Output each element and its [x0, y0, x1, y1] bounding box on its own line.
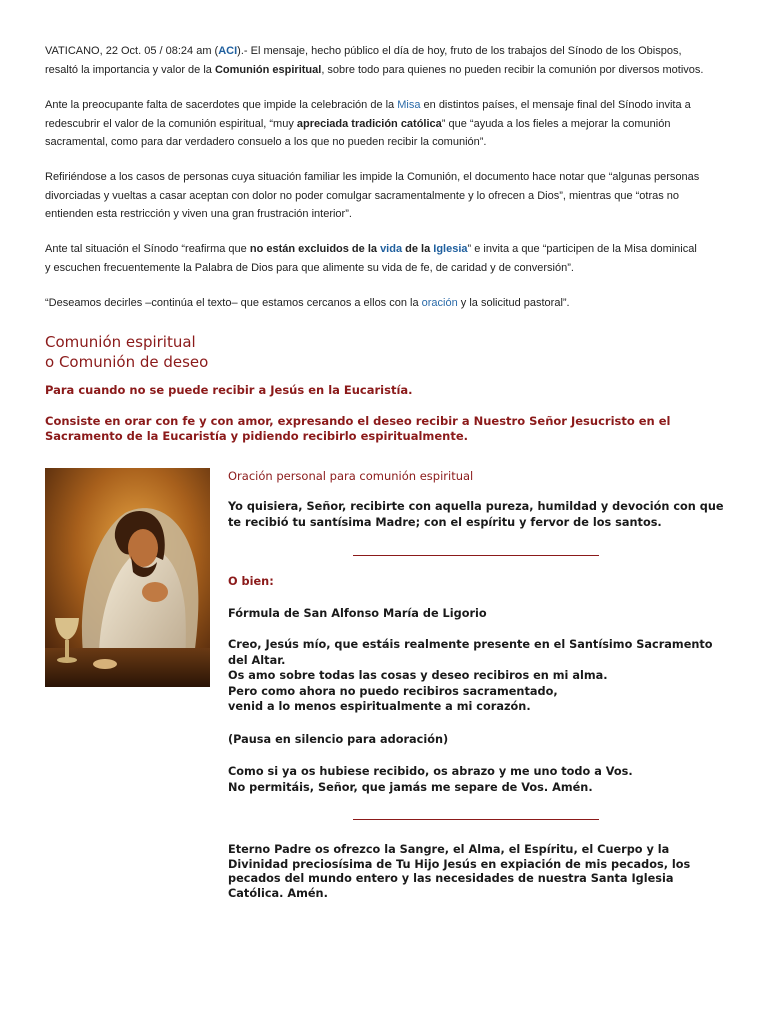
misa-link[interactable]: Misa [397, 99, 421, 111]
prayer-line: del Altar. [228, 653, 286, 667]
prayer-line: Católica. Amén. [228, 886, 328, 900]
prayer-line: venid a lo menos espiritualmente a mi corazón. [228, 700, 531, 713]
iglesia-link[interactable]: Iglesia [433, 243, 468, 255]
prayer-line: Eterno Padre os ofrezco la Sangre, el Alma, el Espíritu, el Cuerpo y la [228, 843, 670, 856]
intro-paragraph-4 [45, 240, 735, 277]
description-line: Consiste en orar con fe y con amor, expresando el deseo recibir a Nuestro Señor Jesucristo en el [45, 414, 671, 428]
pause-instruction: (Pausa en silencio para adoración) [228, 733, 449, 746]
jesus-praying-painting [45, 468, 210, 687]
text: Ante tal situación el Sínodo “reafirma que [45, 243, 250, 255]
vida-link[interactable]: vida [380, 243, 403, 255]
prayer-line: Divinidad preciosísima de Tu Hijo Jesús en expiación de mis pecados, los [228, 857, 691, 871]
text: redescubrir el valor de la comunión espiritual, “muy [45, 117, 297, 130]
section-description [45, 414, 735, 444]
text: en distintos países, el mensaje final del Sínodo invita a [420, 99, 691, 111]
eterno-padre-prayer [228, 843, 733, 901]
prayer-line: Yo quisiera, Señor, recibirte con aquella pureza, humildad y devoción con que [228, 500, 724, 513]
text: “Deseamos decirles –continúa el texto– que estamos cercanos a ellos con la [45, 297, 422, 309]
intro-paragraph-1 [45, 42, 735, 79]
intro-paragraph-5 [45, 294, 735, 313]
text: VATICANO, 22 Oct. 05 / 08:24 am ( [45, 45, 219, 57]
text: Refiriéndose a los casos de personas cuya situación familiar les impide la Comunión, el documento hace notar que “algunas personas [45, 171, 700, 183]
bold-text: de la [402, 243, 434, 255]
description-line: Sacramento de la Eucaristía y pidiendo recibirlo espiritualmente. [45, 429, 469, 443]
ligorio-title: Fórmula de San Alfonso María de Ligorio [228, 607, 487, 620]
intro-paragraph-2 [45, 96, 735, 152]
prayer-line: Pero como ahora no puedo recibiros sacramentado, [228, 684, 558, 698]
prayer-line: pecados del mundo entero y las necesidades de nuestra Santa Iglesia [228, 872, 674, 885]
bold-text: apreciada tradición católica [296, 117, 442, 130]
bold-text: Comunión espiritual [214, 63, 322, 76]
text: , sobre todo para quienes no pueden recibir la comunión por diversos motivos. [321, 63, 704, 76]
ligorio-prayer [228, 637, 733, 715]
painting-image [45, 468, 210, 687]
bold-text: no están excluidos de la [249, 243, 381, 255]
text: y la solicitud pastoral”. [457, 297, 570, 309]
prayer-line: No permitáis, Señor, que jamás me separe de Vos. Amén. [228, 780, 593, 794]
text: entienden esta restricción y viven una gran frustración interior”. [45, 208, 352, 220]
section-title [45, 332, 208, 372]
intro-paragraph-3 [45, 168, 735, 224]
text: ).- El mensaje, hecho público el día de hoy, fruto de los trabajos del Sínodo de los Obispos, [237, 45, 682, 57]
text: ” e invita a que “participen de la Misa dominical [467, 243, 697, 255]
prayer-line: Como si ya os hubiese recibido, os abrazo y me uno todo a Vos. [228, 765, 633, 778]
divider [353, 819, 599, 820]
section-title-line-1: Comunión espiritual [45, 333, 196, 351]
personal-prayer-title: Oración personal para comunión espiritual [228, 469, 474, 483]
prayer-line: te recibió tu santísima Madre; con el espíritu y fervor de los santos. [228, 515, 662, 529]
text: resaltó la importancia y valor de la [45, 63, 215, 76]
closing-prayer [228, 764, 733, 795]
oracion-link[interactable]: oración [421, 297, 458, 309]
text: ” que “ayuda a los fieles a mejorar la comunión [441, 117, 671, 130]
text: sacramental, como para dar verdadero consuelo a los que no pueden recibir la comunión”. [45, 136, 487, 148]
personal-prayer-text [228, 499, 733, 530]
text: divorciadas y vueltas a casar aceptan con dolor no poder comulgar sacramentalmente y lo ofrecen a Dios”, mientras que “otras no [45, 189, 680, 202]
section-subtitle: Para cuando no se puede recibir a Jesús en la Eucaristía. [45, 383, 413, 397]
or-label: O bien: [228, 575, 274, 588]
text: Ante la preocupante falta de sacerdotes que impide la celebración de la [45, 99, 398, 111]
prayer-line: Creo, Jesús mío, que estáis realmente presente en el Santísimo Sacramento [228, 638, 713, 651]
section-title-line-2: o Comunión de deseo [45, 353, 209, 371]
divider [353, 555, 599, 556]
prayer-line: Os amo sobre todas las cosas y deseo recibiros en mi alma. [228, 669, 608, 682]
text: y escuchen frecuentemente la Palabra de Dios para que alimente su vida de fe, de caridad y de conversión”. [45, 261, 574, 274]
aci-link[interactable]: ACI [218, 45, 238, 57]
